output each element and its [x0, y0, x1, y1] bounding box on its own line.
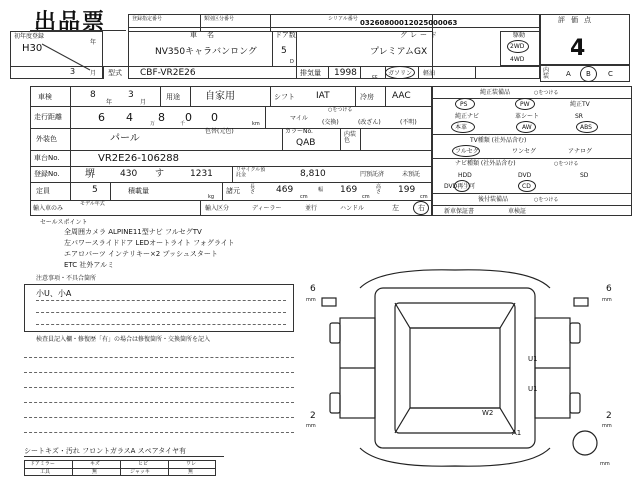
tools-value-1: 工具 [40, 469, 51, 475]
reg-class: 430 [120, 169, 138, 179]
mileage-sen: 千 [180, 121, 186, 127]
mileage-digit-4: 0 [185, 111, 192, 124]
score-value: 4 [570, 36, 586, 61]
door-label: ドア数 [275, 31, 296, 39]
tire-spare-unit: mm [600, 461, 610, 467]
shaken-label: 車検 [38, 93, 52, 101]
model: CBF-VR2E26 [140, 68, 196, 78]
equip-pw: PW [520, 101, 530, 108]
navi-hdd: HDD [458, 172, 472, 179]
equip-ps: PS [460, 101, 468, 108]
car-diagram [300, 268, 620, 478]
chassis-label: 車台No. [34, 154, 60, 162]
reg-number: 1231 [190, 169, 213, 179]
drive-2wd-circle [507, 40, 529, 53]
std-equip-label: 純正装備品 [480, 89, 511, 96]
notes-label: 注意事項・不具合箇所 [36, 275, 97, 282]
recycle-status: 円預託済 [360, 171, 385, 178]
door-unit: D [290, 59, 294, 65]
shaken-month: 3 [128, 90, 134, 100]
grade: プレミアムGX [370, 47, 428, 57]
recycle-value: 8,810 [300, 169, 326, 179]
sellpoint-line-4: ETC 社外アルミ [64, 261, 115, 269]
tv-oneseg: ワンセグ [512, 148, 537, 155]
inspector-label: 検査員記入欄・修復歴「有」の場合は修復箇所・交換箇所を記入 [36, 336, 211, 343]
handle-right-circle [413, 201, 429, 215]
equip-ps-circle [455, 98, 475, 110]
tv-type-label: TV種類 (社外品含む) [470, 137, 527, 144]
serial-label: シリアル番号 [328, 16, 358, 22]
drive-4wd: 4WD [510, 56, 525, 63]
damage-u1-a: U1 [528, 355, 538, 363]
width-unit: cm [362, 194, 370, 200]
dim-label: 諸元 [226, 187, 240, 195]
parallel-option: 並行 [305, 205, 318, 212]
capacity-value: 5 [92, 185, 98, 195]
doors: 5 [281, 46, 287, 56]
mileage-digit-3: 8 [158, 111, 165, 124]
type-label: 類別区分番号 [204, 16, 235, 22]
tv-fullseg-circle [452, 145, 480, 157]
after-equip-note: ○をつける [534, 197, 559, 203]
len-unit: cm [300, 194, 308, 200]
navi-dvd-play-circle [454, 180, 470, 192]
navi-type-label: ナビ種類 (社外品含む) [455, 160, 516, 167]
notes-text: 小U、小A [36, 289, 72, 298]
shift-label: シフト [274, 93, 295, 101]
navi-cd: CD [522, 183, 531, 190]
shaken-nen: 年 [106, 99, 113, 106]
mile-option-2: (改ざん) [358, 119, 381, 126]
sellpoint-label: セールスポイント [40, 219, 88, 226]
handle-right: 右 [418, 204, 425, 212]
width-value: 169 [340, 185, 358, 195]
tv-analog: アナログ [568, 148, 593, 155]
after-equip-label: 後付装備品 [478, 196, 509, 203]
fuel-light: 軽油 [423, 70, 436, 77]
reg-label: 登録No. [34, 170, 60, 178]
mileage-km: km [252, 121, 260, 127]
tools-value-4: 無 [188, 469, 194, 475]
height-value: 199 [398, 185, 416, 195]
mile-option-3: (不明) [400, 119, 417, 126]
navi-dvd: DVD [518, 172, 532, 179]
drive-label: 駆動 [513, 32, 526, 39]
mile-label: マイル [290, 115, 308, 122]
equip-sr: SR [575, 113, 583, 120]
length-value: 469 [276, 185, 294, 195]
recycle-label: リサイクル預託金 [236, 167, 266, 178]
year-gatsu: 月 [90, 70, 97, 77]
sellpoint-line-1: 全周囲カメラ ALPINE11型ナビ フルセグTV [64, 228, 202, 236]
equip-aw-circle [516, 121, 536, 133]
year-month: 3 [70, 67, 76, 76]
equip-abs: ABS [580, 124, 592, 131]
reg-area: 堺 [85, 169, 95, 180]
mileage-label: 走行距離 [34, 113, 62, 121]
equip-tv: 純正TV [570, 101, 590, 108]
tools-header-4: ワレ [186, 461, 197, 467]
handle-label: ハンドル [340, 205, 365, 212]
cc-unit: cc [372, 74, 378, 80]
height-label: 高さ [376, 184, 382, 195]
equip-leather: 本革 [455, 124, 468, 131]
car-name: NV350キャラバンロング [155, 47, 257, 57]
navi-sd: SD [580, 172, 589, 179]
use-label: 用途 [166, 93, 180, 101]
interior-label: 内装 [543, 67, 550, 80]
shaken-year: 8 [90, 90, 96, 100]
shift-value: IAT [316, 91, 330, 101]
color-code: QAB [296, 138, 316, 148]
damage-u1-b: U1 [528, 385, 538, 393]
navi-note: ○をつける [554, 161, 579, 167]
serial-number: 03260800012025000063 [360, 19, 458, 27]
equip-leather-circle [451, 121, 475, 133]
tools-header-2: キズ [90, 461, 100, 467]
mileage-digit-2: 4 [126, 111, 133, 124]
year-value: H30 [22, 43, 43, 54]
tools-value-3: ジャッキ [130, 469, 150, 475]
car-name-label: 車名 [190, 31, 224, 39]
interior-c: C [608, 70, 613, 78]
fuel-gas: ガソリン [388, 70, 413, 77]
drive-2wd: 2WD [510, 43, 525, 50]
model-year-label: モデル年式 [80, 201, 105, 207]
tools-value-2: 無 [92, 469, 98, 475]
year-label: 初年度登録 [14, 33, 45, 40]
color-label: 外装色 [36, 135, 57, 143]
plate-label: 登録指定番号 [132, 16, 163, 22]
page-title: 出品票 [34, 10, 107, 35]
tools-header-1: ドアミラー [30, 461, 55, 467]
navi-dvd-play: DVD再生可 [444, 183, 476, 190]
interior-b: B [586, 70, 591, 78]
cc-label: 排気量 [300, 69, 321, 77]
mileage-man: 万 [150, 121, 156, 127]
bottom-note: シートキズ・汚れ フロントガラスA スペアタイヤ有 [24, 447, 187, 455]
shaken-gatsu: 月 [140, 99, 147, 106]
tire-front-right: 6 [606, 284, 612, 294]
load-label: 積載量 [128, 187, 149, 195]
reg-kana: す [155, 169, 165, 179]
fuel-gas-circle [385, 66, 415, 79]
tools-header-3: ヒビ [138, 461, 149, 467]
color-value: パール [110, 133, 140, 144]
year-nen: 年 [90, 39, 97, 46]
capacity-label: 定員 [36, 187, 50, 195]
damage-a1: A1 [512, 429, 522, 437]
import-label: 輸入車のみ [33, 205, 64, 212]
tire-rear-right: 2 [606, 411, 612, 421]
cc-value: 1998 [334, 68, 357, 78]
navi-cd-circle [518, 180, 536, 192]
equip-leather-seat: 革シート [515, 113, 540, 120]
interior-b-circle [580, 66, 597, 82]
tire-rear-right-unit: mm [602, 423, 612, 429]
score-label: 評価点 [558, 16, 597, 24]
tire-rear-left-unit: mm [306, 423, 316, 429]
year-slash [40, 39, 100, 72]
tire-front-left: 6 [310, 284, 316, 294]
height-unit: cm [420, 194, 428, 200]
handle-left: 左 [392, 204, 399, 212]
color-code-label: カラーNo. [285, 128, 313, 135]
std-equip-note: ○をつける [534, 90, 559, 96]
width-label: 幅 [318, 187, 324, 193]
inner-color-label: 内装色 [344, 131, 357, 144]
color-change-label: 色替(元色) [205, 128, 234, 135]
interior-a: A [566, 70, 571, 78]
equip-abs-circle [576, 121, 598, 133]
ac-label: 冷房 [360, 93, 374, 101]
equip-navi: 純正ナビ [455, 113, 480, 120]
damage-w2: W2 [482, 409, 494, 417]
mileage-digit-1: 6 [98, 111, 105, 124]
mileage-circle-note: ○をつける [328, 107, 353, 113]
manual-doc: 車検証 [508, 208, 527, 215]
model-label: 型式 [108, 69, 122, 77]
load-unit: kg [208, 194, 215, 200]
import-type-label: 輸入区分 [205, 205, 230, 212]
mile-option-1: (交換) [322, 119, 339, 126]
sellpoint-line-2: 左パワースライドドア LEDオートライト フォグライト [64, 239, 235, 247]
len-label: 長さ [250, 184, 256, 195]
sellpoint-line-3: エアロパーツ インテリキー×2 プッシュスタート [64, 250, 218, 258]
tire-rear-left: 2 [310, 411, 316, 421]
ac-value: AAC [392, 91, 411, 101]
equip-pw-circle [515, 98, 535, 110]
use-value: 自家用 [205, 91, 235, 102]
grade-label: グレード [400, 31, 440, 39]
tire-front-right-unit: mm [602, 297, 612, 303]
equip-aw: AW [522, 124, 532, 131]
recycle-un: 未預託 [402, 171, 421, 178]
chassis-value: VR2E26-106288 [98, 153, 179, 164]
tire-front-left-unit: mm [306, 297, 316, 303]
dealer-option: ディーラー [252, 205, 282, 212]
mileage-digit-5: 0 [211, 111, 218, 124]
warranty-doc: 新車保証書 [444, 208, 475, 215]
tv-fullseg: フルセグ [455, 148, 479, 155]
